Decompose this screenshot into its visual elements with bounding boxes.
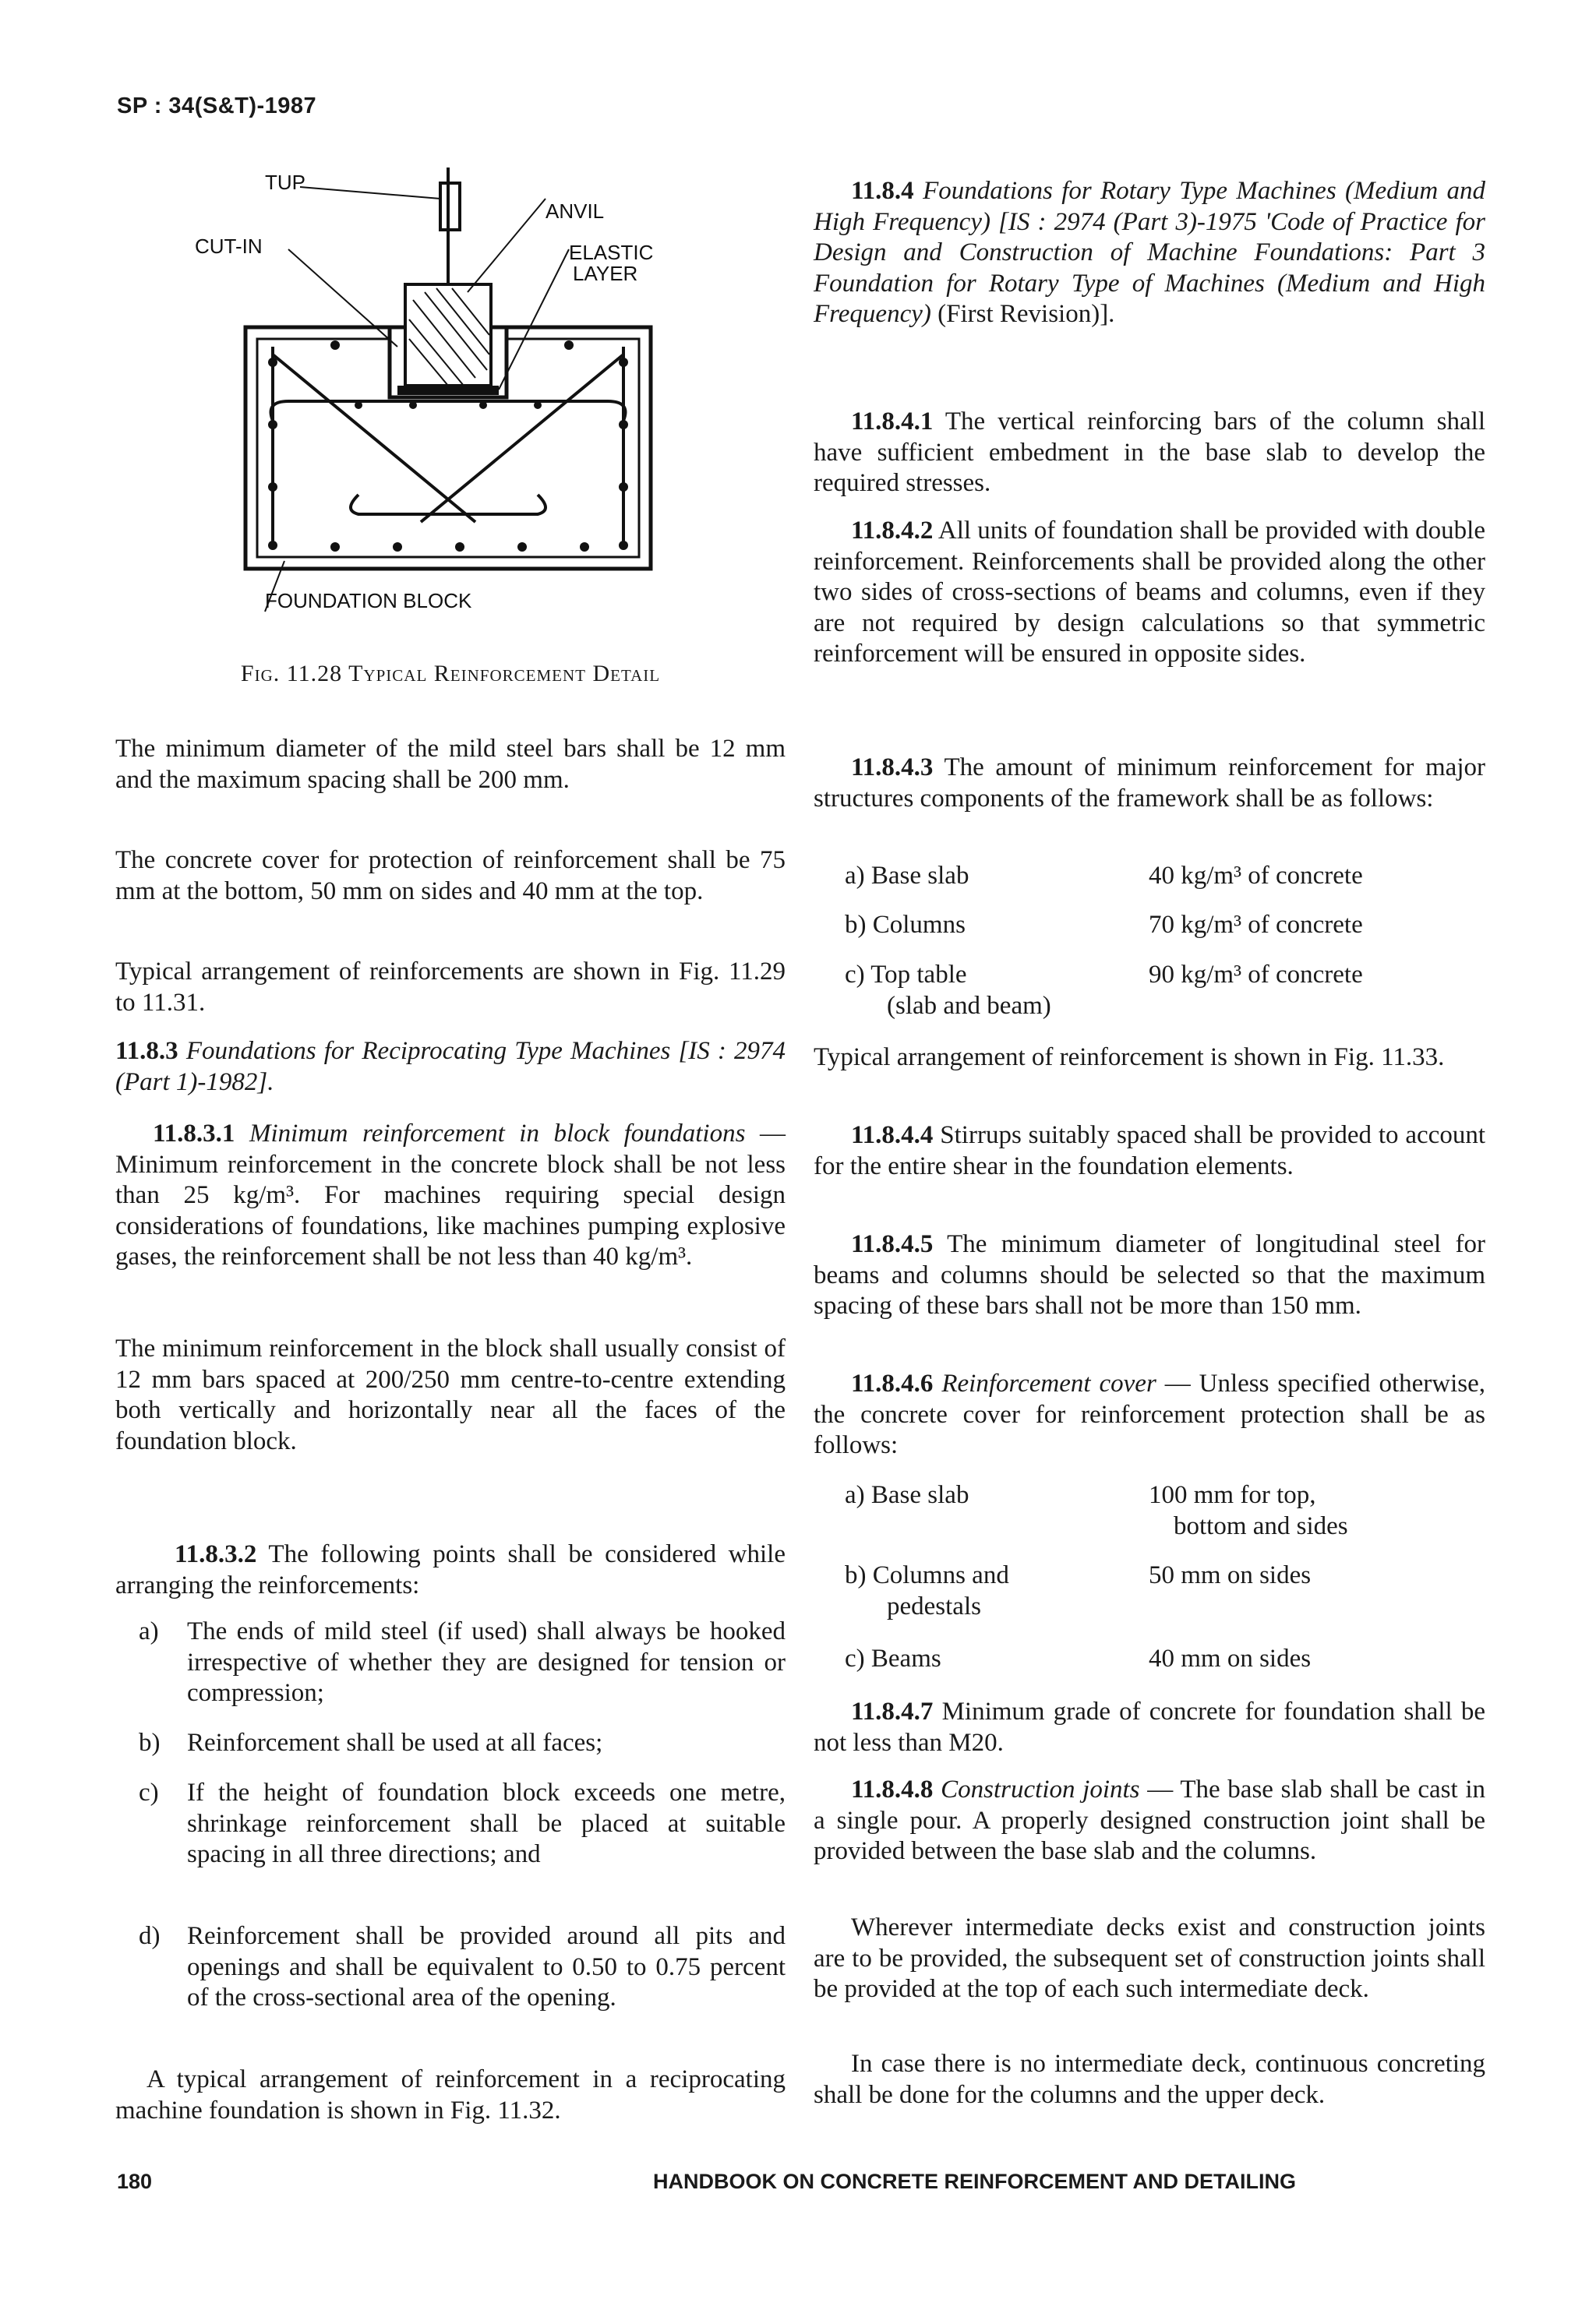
section-number: 11.8.4.2 [851,517,934,545]
row-value: 100 mm for top, [1149,1481,1316,1509]
label-foundation-block: FOUNDATION BLOCK [265,589,472,612]
tup-block [440,183,460,230]
section-text: The amount of minimum reinforcement for major structures components of the framework shall be as follows: [814,753,1485,813]
section-text: The vertical reinforcing bars of the column shall have sufficient embedment in the base slab to develop the required stresses. [814,407,1485,497]
section-11-8-4-8 [814,1775,1485,1867]
section-number: 11.8.3.2 [175,1540,257,1568]
left-para-2: The concrete cover for protection of reinforcement shall be 75 mm at the bottom, 50 mm on sides and 40 mm at the top. [115,846,786,905]
section-title: Minimum reinforcement in block foundations [249,1120,746,1148]
page-number: 180 [117,2170,153,2193]
page-header-code: SP : 34(S&T)-1987 [117,93,317,118]
section-number: 11.8.3 [115,1037,178,1065]
section-text: — Minimum reinforcement in the concrete block shall be not less than 25 kg/m³. For machines requiring special design considerations of foundations, like machines pumping explosive gases, the reinforcement shall be not less than 40 kg/m³. [115,1120,786,1271]
row-item-cont: (slab and beam) [887,992,1051,1020]
section-number: 11.8.4.8 [851,1776,934,1804]
section-11-8-3-1 [115,1119,786,1273]
list-item-d [115,1921,786,2046]
label-tup: TUP [265,171,305,194]
section-text: All units of foundation shall be provided with double reinforcement. Reinforcements shall be provided along the other two sides of cross-sections of beams and columns, even if they are not required by design calculations so that symmetric reinforcement will be ensured in opposite sides. [814,517,1485,668]
list-item-c [115,1778,786,1903]
row-value: 40 mm on sides [1149,1645,1312,1673]
section-title: Foundations for Rotary Type Machines (Medium and High Frequency) [IS : 2974 (Part 3)-1975 'Code of Practice for Design and Construction of Machine Foundations: Part 3 Foundation for Rotary Type of Machines (Medium and High Frequency) [814,177,1486,328]
right-para-1: Typical arrangement of reinforcement is shown in Fig. 11.33. [814,1043,1445,1071]
anvil-block [405,284,491,386]
section-text: Minimum grade of concrete for foundation shall be not less than M20. [814,1698,1485,1757]
section-11-8-4-3 [814,753,1485,814]
list-text: Reinforcement shall be used at all faces; [187,1729,603,1757]
section-text: The following points shall be considered while arranging the reinforcements: [115,1540,786,1599]
label-anvil: ANVIL [546,199,605,223]
section-11-8-4 [814,176,1485,330]
row-value: 50 mm on sides [1149,1561,1312,1589]
section-11-8-4-7 [814,1697,1485,1758]
section-text: — The base slab shall be cast in a single pour. A properly designed construction joint shall be provided between the base slab and the columns. [814,1776,1486,1865]
section-number: 11.8.4.6 [851,1370,934,1398]
label-layer: LAYER [573,262,638,285]
section-11-8-3-2 [115,1539,786,1601]
section-11-8-3 [115,1036,786,1098]
section-title-tail: (First Revision)]. [930,300,1115,328]
list-text: The ends of mild steel (if used) shall always be hooked irrespective of whether they are designed for tension or compression; [187,1617,786,1707]
reinforcement-detail-figure [195,168,662,635]
section-text: — Unless specified otherwise, the concrete cover for reinforcement protection shall be as follows: [814,1370,1486,1459]
list-marker: d) [139,1922,161,1950]
list-text: If the height of foundation block exceeds one metre, shrinkage reinforcement shall be placed at suitable spacing in all three directions; and [187,1779,786,1868]
section-number: 11.8.4.4 [851,1121,934,1149]
right-para-2: Wherever intermediate decks exist and construction joints are to be provided, the subsequent set of construction joints shall be provided at the top of each such intermediate deck. [814,1913,1485,2003]
row-value: 90 kg/m³ of concrete [1149,961,1363,989]
section-11-8-4-4 [814,1120,1485,1182]
section-title: Foundations for Reciprocating Type Machines [IS : 2974 (Part 1)-1982]. [115,1037,786,1096]
left-para-5: A typical arrangement of reinforcement in a reciprocating machine foundation is shown in Fig. 11.32. [115,2065,786,2125]
section-text: The minimum diameter of longitudinal steel for beams and columns should be selected so that the maximum spacing of these bars shall not be more than 150 mm. [814,1230,1485,1320]
section-number: 11.8.4.5 [851,1230,934,1258]
section-11-8-4-6 [814,1369,1485,1462]
left-para-1: The minimum diameter of the mild steel bars shall be 12 mm and the maximum spacing shall be 200 mm. [115,735,786,794]
elastic-layer [397,386,499,395]
row-value: 40 kg/m³ of concrete [1149,862,1363,890]
row-item: a) Base slab [845,862,969,890]
section-11-8-4-5 [814,1229,1485,1322]
left-para-3: Typical arrangement of reinforcements are shown in Fig. 11.29 to 11.31. [115,957,786,1017]
list-marker: a) [139,1617,159,1645]
row-item: c) Top table [845,961,967,989]
list-item-a [115,1617,786,1710]
row-item: b) Columns [845,911,966,939]
section-number: 11.8.4.7 [851,1698,934,1726]
section-text: Stirrups suitably spaced shall be provided to account for the entire shear in the foundation elements. [814,1121,1485,1180]
label-cut-in: CUT-IN [195,235,263,258]
section-11-8-4-1 [814,407,1485,499]
row-item-cont: pedestals [887,1592,981,1620]
list-text: Reinforcement shall be provided around all pits and openings and shall be equivalent to 0.50 to 0.75 percent of the cross-sectional area of the opening. [187,1922,786,2012]
figure-caption: Fig. 11.28 Typical Reinforcement Detail [240,661,661,686]
row-item: a) Base slab [845,1481,969,1509]
section-title: Reinforcement cover [941,1370,1156,1398]
row-item: b) Columns and [845,1561,1009,1589]
footer-title: HANDBOOK ON CONCRETE REINFORCEMENT AND DETAILING [653,2170,1296,2193]
list-marker: c) [139,1779,159,1807]
right-para-3: In case there is no intermediate deck, continuous concreting shall be done for the columns and the upper deck. [814,2050,1485,2109]
row-value: 70 kg/m³ of concrete [1149,911,1363,939]
section-title: Construction joints [941,1776,1140,1804]
section-11-8-4-2 [814,516,1485,670]
row-value-cont: bottom and sides [1174,1512,1348,1540]
label-elastic: ELASTIC [569,241,654,264]
section-number: 11.8.4.1 [851,407,934,436]
list-marker: b) [139,1729,161,1757]
row-item: c) Beams [845,1645,941,1673]
section-number: 11.8.3.1 [153,1120,235,1148]
left-para-4: The minimum reinforcement in the block shall usually consist of 12 mm bars spaced at 200/250 mm centre-to-centre extending both vertically and horizontally near all the faces of the foundation block. [115,1335,786,1455]
list-item-b [115,1728,786,1759]
section-number: 11.8.4 [851,177,914,205]
section-number: 11.8.4.3 [851,753,934,781]
